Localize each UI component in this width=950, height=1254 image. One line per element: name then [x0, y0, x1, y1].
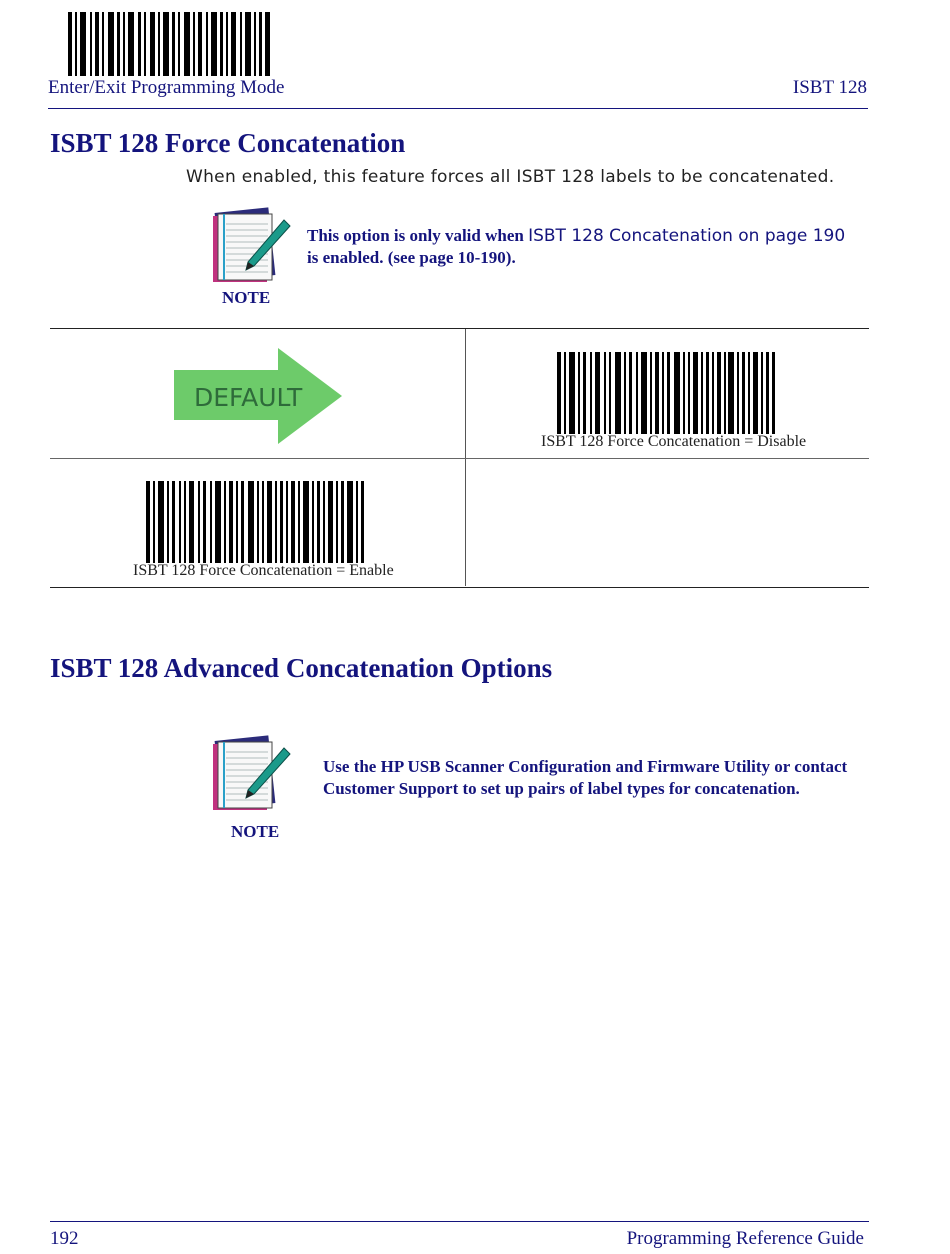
footer-page-number: 192 [50, 1228, 79, 1249]
default-badge-text: DEFAULT [194, 383, 303, 412]
note-label: NOTE [222, 288, 271, 307]
default-arrow-badge [174, 348, 344, 449]
section-title-advanced-concatenation: ISBT 128 Advanced Concatenation Options [50, 653, 553, 683]
section-title-force-concatenation: ISBT 128 Force Concatenation [50, 128, 406, 158]
note-text [307, 225, 867, 269]
enable-barcode-label: ISBT 128 Force Concatenation = Enable [133, 562, 394, 579]
force-concatenation-enable-barcode[interactable] [146, 481, 364, 563]
note-notebook-icon [210, 204, 290, 289]
note-text: Use the HP USB Scanner Configuration and Firmware Utility or contact Customer Support to set up pairs of label types for concatenation. [323, 757, 848, 798]
note-text-tail: is enabled. (see page 10-190). [307, 248, 516, 267]
force-concatenation-disable-barcode[interactable] [557, 352, 775, 434]
note-label: NOTE [231, 822, 280, 841]
note-text-lead: This option is only valid when [307, 226, 529, 245]
header-divider [48, 108, 868, 109]
enter-exit-programming-barcode [68, 12, 270, 76]
section-description: When enabled, this feature forces all ISBT 128 labels to be concatenated. [186, 167, 835, 187]
footer-divider [50, 1221, 869, 1222]
header-programming-mode-label: Enter/Exit Programming Mode [48, 77, 285, 98]
concatenation-page-link[interactable]: ISBT 128 Concatenation on page 190 [528, 226, 846, 246]
footer-guide-title: Programming Reference Guide [626, 1228, 864, 1249]
header-section-label: ISBT 128 [792, 77, 867, 98]
disable-barcode-label: ISBT 128 Force Concatenation = Disable [541, 433, 807, 450]
note-notebook-icon [210, 732, 290, 817]
options-table-row-divider [50, 458, 869, 459]
